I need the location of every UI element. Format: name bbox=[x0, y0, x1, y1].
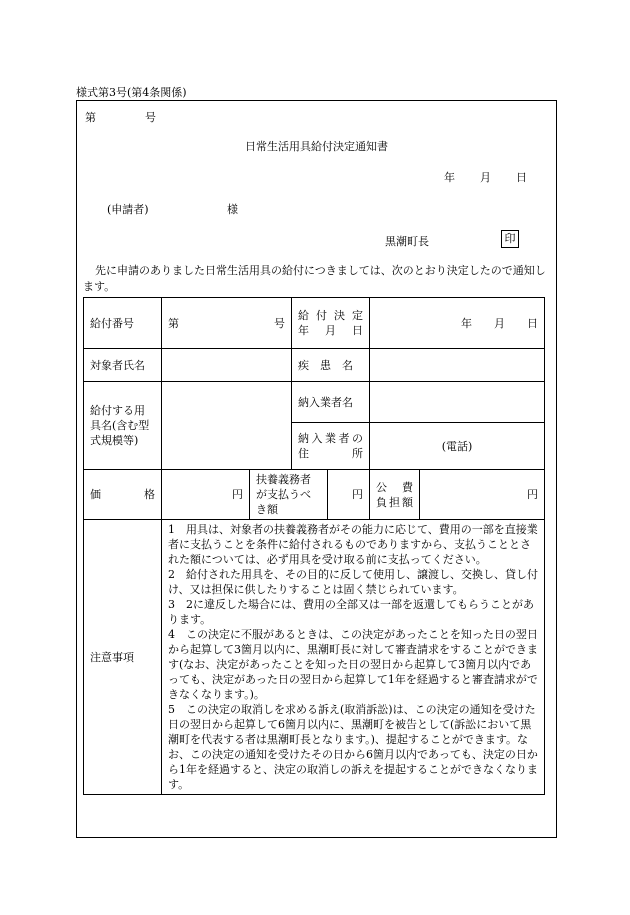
intro-text: 先に申請のありました日常生活用具の給付につきましては、次のとおり決定したので通知します。 bbox=[83, 264, 546, 293]
vendor-address-label bbox=[292, 423, 370, 470]
date-day: 日 bbox=[516, 171, 527, 184]
recipient-label: 対象者氏名 bbox=[84, 349, 162, 382]
item-value bbox=[162, 382, 292, 470]
note-item: 3 2に違反した場合には、費用の全部又は一部を返還してもらうことがあります。 bbox=[168, 598, 534, 626]
vendor-address-label-line2: 住 所 bbox=[298, 447, 363, 460]
note-item: 4 この決定に不服があるときは、この決定があったことを知った日の翌日から起算して3箇月以内に、黒潮町長に対して審査請求をすることができます(なお、決定があったことを知った日の翌日から起算して3箇月以内であっても、決定があった日の翌日から起算して1年を経過すると審査請求ができなくなります。)。 bbox=[168, 628, 538, 701]
vendor-label: 納入業者名 bbox=[292, 382, 370, 423]
table-row bbox=[84, 382, 545, 423]
price-label: 価 格 bbox=[84, 470, 162, 520]
document-title: 日常生活用具給付決定通知書 bbox=[245, 140, 388, 153]
public-burden-yen: 円 bbox=[420, 470, 545, 520]
issue-date bbox=[444, 169, 552, 185]
table-row bbox=[84, 349, 545, 382]
decision-date-label-line1: 給付決定 bbox=[298, 309, 363, 322]
issuer-mayor: 黒潮町長 bbox=[385, 235, 429, 248]
honorific-label: 様 bbox=[227, 203, 238, 216]
grant-number-prefix: 第 bbox=[168, 316, 179, 330]
vendor-address-label-line1: 納入業者の bbox=[298, 432, 363, 445]
notes-list bbox=[162, 520, 545, 795]
public-burden-label-line2: 負担額 bbox=[376, 495, 413, 509]
price-yen: 円 bbox=[162, 470, 250, 520]
vendor-phone-label: (電話) bbox=[370, 423, 545, 470]
grant-number-label: 給付番号 bbox=[84, 298, 162, 349]
disease-label: 疾 患 名 bbox=[292, 349, 370, 382]
table-row bbox=[84, 520, 545, 795]
disease-value bbox=[370, 349, 545, 382]
note-item: 1 用具は、対象者の扶養義務者がその能力に応じて、費用の一部を直接業者に支払うことを条件に給付されるものでありますから、支払うこととされた額については、必ず用具を受け取る前に支払ってください。 bbox=[168, 523, 538, 566]
date-year: 年 bbox=[444, 171, 455, 184]
document-number-prefix: 第 bbox=[85, 111, 96, 124]
table-row bbox=[84, 298, 545, 349]
notes-label: 注意事項 bbox=[84, 520, 162, 795]
decision-date-value: 年 月 日 bbox=[370, 298, 545, 349]
guardian-payment-yen: 円 bbox=[328, 470, 370, 520]
public-burden-label bbox=[370, 470, 420, 520]
applicant-label: (申請者) bbox=[107, 203, 149, 216]
guardian-payment-label: 扶養義務者が支払うべき額 bbox=[250, 470, 328, 520]
date-month: 月 bbox=[480, 171, 491, 184]
public-burden-label-line1: 公 費 bbox=[376, 480, 413, 494]
form-number-label: 様式第3号(第4条関係) bbox=[76, 86, 187, 99]
recipient-value bbox=[162, 349, 292, 382]
note-item: 5 この決定の取消しを求める訴え(取消訴訟)は、この決定の通知を受けた日の翌日から起算して6箇月以内に、黒潮町を被告として(訴訟において黒潮町を代表する者は黒潮町長となります。)、提起することができます。なお、この決定の通知を受けたその日から6箇月以内であっても、決定の日から1年を経過すると、決定の取消しの訴えを提起することができなくなります。 bbox=[168, 703, 538, 791]
seal-stamp-box: 印 bbox=[501, 230, 519, 248]
decision-date-label-line2: 年 月 日 bbox=[298, 324, 363, 337]
notice-document bbox=[76, 100, 557, 838]
table-row bbox=[84, 470, 545, 520]
grant-number-suffix: 号 bbox=[274, 316, 285, 330]
decision-date-label bbox=[292, 298, 370, 349]
item-label: 給付する用具名(含む型式規模等) bbox=[84, 382, 162, 470]
grant-number-field bbox=[162, 298, 292, 349]
document-number-suffix: 号 bbox=[145, 111, 156, 124]
grant-details-table bbox=[83, 297, 545, 795]
vendor-value bbox=[370, 382, 545, 423]
note-item: 2 給付された用具を、その目的に反して使用し、譲渡し、交換し、貸し付け、又は担保に供したりすることは固く禁じられています。 bbox=[168, 568, 538, 596]
